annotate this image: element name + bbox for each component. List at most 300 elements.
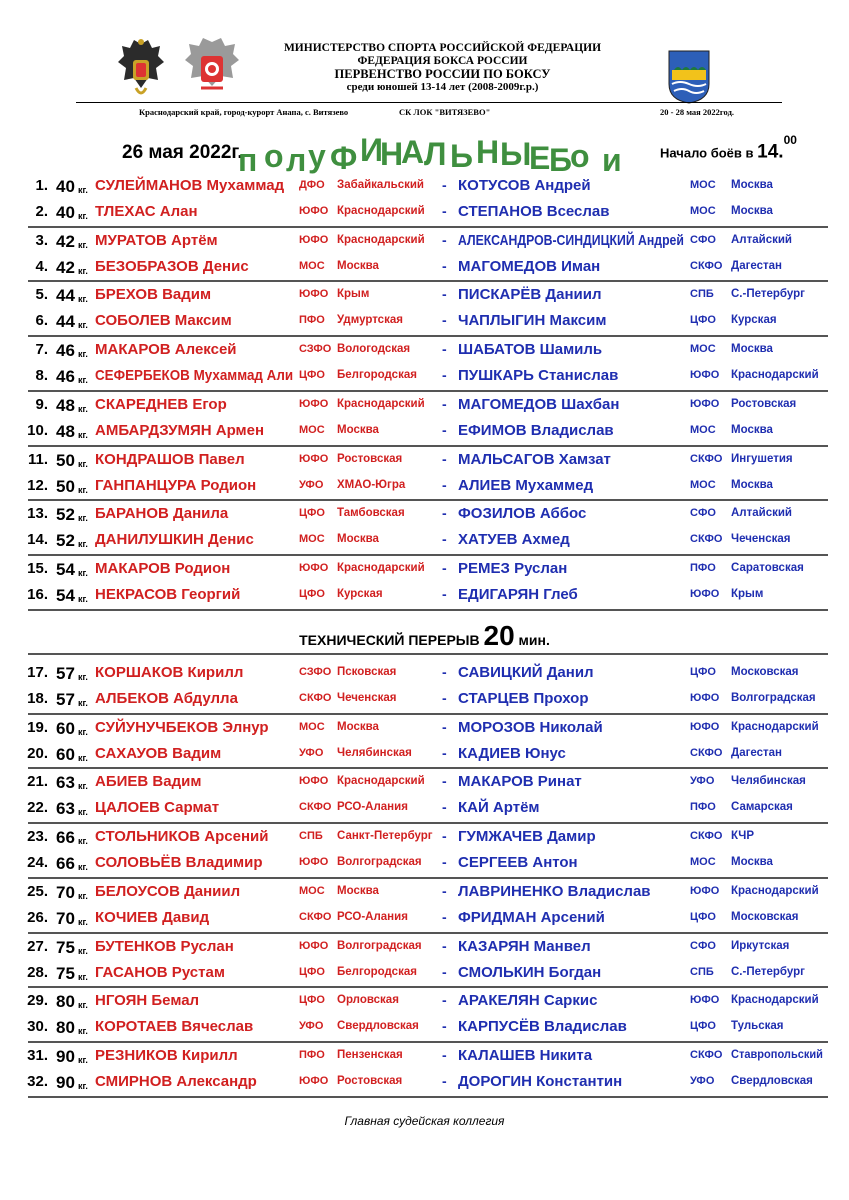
red-corner-region-text: Москва — [337, 260, 379, 272]
bout-number: 28. — [27, 964, 48, 981]
bout-number: 25. — [27, 883, 48, 900]
blue-corner-region-text: Чеченская — [731, 533, 791, 545]
bout-row — [0, 199, 849, 225]
blue-corner-region-text: Алтайский — [731, 234, 792, 246]
weight-class: 70 — [56, 883, 75, 902]
bout-row — [0, 363, 849, 389]
blue-corner-name — [458, 586, 578, 603]
weight-class: 50 — [56, 451, 75, 470]
weight-unit: кг. — [78, 807, 88, 817]
pair-divider — [28, 767, 828, 769]
red-corner-name — [95, 505, 228, 522]
red-corner-name-text: СОБОЛЕВ Максим — [95, 312, 232, 329]
blue-corner-region — [731, 911, 799, 923]
blue-corner-region — [731, 398, 796, 410]
versus-separator: - — [442, 560, 447, 576]
blue-corner-name — [458, 560, 567, 577]
blue-corner-region — [731, 179, 773, 191]
red-corner-name-text: СМИРНОВ Александр — [95, 1073, 257, 1090]
bout-row — [0, 1014, 849, 1040]
versus-separator: - — [442, 1047, 447, 1063]
red-corner-name — [95, 451, 245, 468]
red-corner-name — [95, 177, 284, 194]
red-corner-region-text: Москва — [337, 721, 379, 733]
red-corner-region-text: Москва — [337, 533, 379, 545]
red-corner-region-text: Краснодарский — [337, 205, 425, 217]
blue-corner-name-text: ДОРОГИН Константин — [458, 1073, 623, 1090]
blue-corner-region — [731, 588, 763, 600]
weight-unit: кг. — [78, 568, 88, 578]
weight-class: 80 — [56, 1018, 75, 1037]
bout-number: 2. — [35, 203, 48, 220]
red-corner-region — [337, 369, 417, 381]
red-corner-region — [337, 885, 379, 897]
weight-class: 40 — [56, 177, 75, 196]
pair-divider — [28, 226, 828, 228]
red-corner-name — [95, 883, 240, 900]
red-corner-name-text: НЕКРАСОВ Георгий — [95, 586, 241, 603]
blue-corner-region-text: С.-Петербург — [731, 966, 805, 978]
red-corner-name — [95, 1047, 238, 1064]
bout-row — [0, 1069, 849, 1095]
blue-corner-district: СКФО — [690, 747, 723, 759]
weight-class: 50 — [56, 477, 75, 496]
blue-corner-region-text: Саратовская — [731, 562, 804, 574]
bout-row — [0, 960, 849, 986]
red-corner-region — [337, 533, 379, 545]
weight-class: 48 — [56, 422, 75, 441]
blue-corner-district: ЦФО — [690, 1020, 716, 1032]
versus-separator: - — [442, 312, 447, 328]
red-corner-name-text: НГОЯН Бемал — [95, 992, 200, 1009]
blue-corner-name-text: ХАТУЕВ Ахмед — [458, 531, 570, 548]
red-corner-region-text: Вологодская — [337, 343, 411, 355]
red-corner-district: МОС — [299, 721, 325, 733]
blue-corner-name-text: КАЗАРЯН Манвел — [458, 938, 591, 955]
blue-corner-region-text: Ингушетия — [731, 453, 793, 465]
red-corner-name-text: КОРШАКОВ Кирилл — [95, 664, 244, 681]
weight-unit: кг. — [78, 946, 88, 956]
blue-corner-name — [458, 992, 597, 1009]
red-corner-name — [95, 909, 209, 926]
red-corner-name — [95, 964, 225, 981]
red-corner-name — [95, 531, 254, 548]
blue-corner-name — [458, 258, 600, 275]
weight-class: 60 — [56, 719, 75, 738]
versus-separator: - — [442, 828, 447, 844]
red-corner-name-text: АЛБЕКОВ Абдулла — [95, 690, 238, 707]
blue-corner-name — [458, 477, 593, 494]
red-corner-name-text: МУРАТОВ Артём — [95, 232, 218, 249]
red-corner-name — [95, 719, 269, 736]
bout-number: 12. — [27, 477, 48, 494]
red-corner-region-text: Псковская — [337, 666, 397, 678]
red-corner-district: ДФО — [299, 179, 325, 191]
stage-title-letter: п — [238, 142, 258, 178]
red-corner-region-text: Краснодарский — [337, 775, 425, 787]
stage-title-letter: и — [602, 142, 622, 178]
pair-divider — [28, 445, 828, 447]
stage-title-letter: Н — [476, 134, 500, 170]
red-corner-district: УФО — [299, 479, 324, 491]
red-corner-name-text: ЦАЛОЕВ Сармат — [95, 799, 220, 816]
stage-title-letter: Е — [529, 140, 551, 176]
weight-class: 46 — [56, 367, 75, 386]
red-corner-name-text: СУЙУНУЧБЕКОВ Элнур — [95, 719, 269, 736]
red-corner-region-text: Москва — [337, 424, 379, 436]
bout-number: 1. — [35, 177, 48, 194]
red-corner-name — [95, 367, 317, 384]
bout-row — [0, 418, 849, 444]
blue-corner-region — [731, 288, 805, 300]
pair-divider — [28, 280, 828, 282]
pair-divider — [28, 932, 828, 934]
red-corner-region — [337, 966, 417, 978]
blue-corner-district: ЮФО — [690, 588, 720, 600]
weight-unit: кг. — [78, 320, 88, 330]
red-corner-district: ЮФО — [299, 234, 329, 246]
red-corner-region-text: Волгоградская — [337, 940, 422, 952]
weight-unit: кг. — [78, 1000, 88, 1010]
red-corner-district: ЮФО — [299, 205, 329, 217]
bout-number: 24. — [27, 854, 48, 871]
bout-row — [0, 741, 849, 767]
red-corner-region — [337, 1075, 402, 1087]
blue-corner-region — [731, 234, 792, 246]
stage-title-letter: л — [286, 142, 307, 178]
blue-corner-region — [731, 801, 793, 813]
versus-separator: - — [442, 1073, 447, 1089]
pair-divider — [28, 499, 828, 501]
blue-corner-district: УФО — [690, 1075, 715, 1087]
blue-corner-district: МОС — [690, 424, 716, 436]
blue-corner-name-text: КАЙ Артём — [458, 799, 540, 816]
red-corner-name — [95, 799, 219, 816]
blue-corner-region-text: Краснодарский — [731, 369, 819, 381]
red-corner-name — [95, 992, 199, 1009]
bout-row — [0, 988, 849, 1014]
red-corner-region-text: РСО-Алания — [337, 911, 408, 923]
red-corner-region-text: Чеченская — [337, 692, 397, 704]
blue-corner-name — [458, 505, 586, 522]
blue-corner-name-text: КАДИЕВ Юнус — [458, 745, 566, 762]
red-corner-name-text: ТЛЕХАС Алан — [95, 203, 198, 220]
red-corner-region-text: Удмуртская — [337, 314, 403, 326]
weight-unit: кг. — [78, 485, 88, 495]
red-corner-name-text: КОЧИЕВ Давид — [95, 909, 210, 926]
versus-separator: - — [442, 203, 447, 219]
blue-corner-region — [731, 1020, 783, 1032]
blue-corner-region — [731, 1049, 827, 1061]
stage-title-letter: Л — [424, 136, 447, 172]
blue-corner-region — [731, 721, 819, 733]
blue-corner-region-text: Москва — [731, 856, 773, 868]
red-corner-region — [337, 588, 383, 600]
versus-separator: - — [442, 992, 447, 1008]
blue-corner-region — [731, 260, 782, 272]
red-corner-name — [95, 341, 237, 358]
blue-corner-name-text: МАЛЬСАГОВ Хамзат — [458, 451, 611, 468]
red-corner-name — [95, 477, 256, 494]
versus-separator: - — [442, 286, 447, 302]
red-corner-district: МОС — [299, 885, 325, 897]
red-corner-region — [337, 398, 425, 410]
blue-corner-region — [731, 885, 819, 897]
red-corner-name-text: ГАНПАНЦУРА Родион — [95, 477, 257, 494]
versus-separator: - — [442, 773, 447, 789]
red-corner-region — [337, 747, 412, 759]
blue-corner-name — [458, 367, 618, 384]
red-corner-district: СПБ — [299, 830, 323, 842]
versus-separator: - — [442, 664, 447, 680]
red-corner-name-text: МАКАРОВ Алексей — [95, 341, 237, 358]
versus-separator: - — [442, 505, 447, 521]
red-corner-name-text: КОНДРАШОВ Павел — [95, 451, 245, 468]
red-corner-name — [95, 286, 211, 303]
red-corner-district: СКФО — [299, 911, 332, 923]
red-corner-region-text: Краснодарский — [337, 562, 425, 574]
blue-corner-region — [731, 856, 773, 868]
blue-corner-name-text: ЕДИГАРЯН Глеб — [458, 586, 578, 603]
versus-separator: - — [442, 177, 447, 193]
start-time-label: Начало боёв в — [660, 145, 754, 161]
bout-number: 15. — [27, 560, 48, 577]
blue-corner-name — [458, 1047, 592, 1064]
red-corner-name — [95, 854, 263, 871]
weight-class: 44 — [56, 312, 75, 331]
weight-class: 54 — [56, 560, 75, 579]
weight-class: 70 — [56, 909, 75, 928]
bout-number: 32. — [27, 1073, 48, 1090]
red-corner-district: ЦФО — [299, 994, 325, 1006]
pair-divider — [28, 1096, 828, 1098]
blue-corner-name — [458, 341, 602, 358]
weight-unit: кг. — [78, 185, 88, 195]
blue-corner-district: МОС — [690, 856, 716, 868]
bout-row — [0, 447, 849, 473]
weight-class: 42 — [56, 258, 75, 277]
red-corner-name-text: РЕЗНИКОВ Кирилл — [95, 1047, 238, 1064]
blue-corner-name-text: ПИСКАРЁВ Даниил — [458, 286, 602, 303]
weight-class: 57 — [56, 690, 75, 709]
red-corner-district: СКФО — [299, 692, 332, 704]
versus-separator: - — [442, 745, 447, 761]
weight-class: 40 — [56, 203, 75, 222]
blue-corner-name — [458, 451, 611, 468]
red-corner-region — [337, 994, 399, 1006]
weight-class: 60 — [56, 745, 75, 764]
red-corner-name — [95, 773, 201, 790]
bout-row — [0, 934, 849, 960]
red-corner-name — [95, 690, 238, 707]
blue-corner-district: ЦФО — [690, 666, 716, 678]
bout-row — [0, 686, 849, 712]
versus-separator: - — [442, 854, 447, 870]
versus-separator: - — [442, 964, 447, 980]
blue-corner-region-text: Дагестан — [731, 260, 782, 272]
bout-number: 3. — [35, 232, 48, 249]
bout-row — [0, 582, 849, 608]
red-corner-name-text: КОРОТАЕВ Вячеслав — [95, 1018, 254, 1035]
blue-corner-region-text: Москва — [731, 479, 773, 491]
blue-corner-district: СФО — [690, 507, 716, 519]
red-corner-region-text: Волгоградская — [337, 856, 422, 868]
red-corner-name-text: ДАНИЛУШКИН Денис — [95, 531, 254, 548]
blue-corner-name — [458, 745, 566, 762]
red-corner-region-text: Санкт-Петербург — [337, 830, 433, 842]
blue-corner-region-text: Краснодарский — [731, 721, 819, 733]
bout-row — [0, 282, 849, 308]
blue-corner-name — [458, 177, 591, 194]
weight-class: 52 — [56, 531, 75, 550]
weight-unit: кг. — [78, 404, 88, 414]
bout-row — [0, 527, 849, 553]
red-corner-region — [337, 288, 369, 300]
blue-corner-name-text: МАГОМЕДОВ Иман — [458, 258, 601, 275]
bout-number: 29. — [27, 992, 48, 1009]
bout-row — [0, 769, 849, 795]
red-corner-district: ЮФО — [299, 398, 329, 410]
red-corner-region — [337, 234, 425, 246]
blue-corner-region — [731, 562, 804, 574]
red-corner-region — [337, 801, 408, 813]
blue-corner-name-text: РЕМЕЗ Руслан — [458, 560, 568, 577]
footer-signature: Главная судейская коллегия — [344, 1114, 505, 1128]
pair-divider — [28, 877, 828, 879]
red-corner-name-text: СОЛОВЬЁВ Владимир — [95, 854, 263, 871]
versus-separator: - — [442, 690, 447, 706]
blue-corner-region — [731, 940, 789, 952]
weight-unit: кг. — [78, 753, 88, 763]
blue-corner-region-text: Курская — [731, 314, 777, 326]
header — [0, 38, 849, 100]
blue-corner-region-text: Алтайский — [731, 507, 792, 519]
blue-corner-region — [731, 666, 799, 678]
blue-corner-name-text: СТЕПАНОВ Всеслав — [458, 203, 610, 220]
blue-corner-region-text: Ставропольский — [731, 1049, 823, 1061]
pair-divider — [28, 653, 828, 655]
blue-corner-district: ЦФО — [690, 911, 716, 923]
red-corner-region-text: РСО-Алания — [337, 801, 408, 813]
blue-corner-district: СПБ — [690, 288, 714, 300]
blue-corner-name-text: ПУШКАРЬ Станислав — [458, 367, 619, 384]
bout-row — [0, 501, 849, 527]
red-corner-region — [337, 911, 408, 923]
red-corner-name — [95, 586, 240, 603]
blue-corner-region — [731, 775, 806, 787]
blue-corner-name — [458, 909, 605, 926]
blue-corner-region — [731, 314, 777, 326]
blue-corner-district: СФО — [690, 234, 716, 246]
blue-corner-district: СКФО — [690, 830, 723, 842]
weight-unit: кг. — [78, 972, 88, 982]
weight-unit: кг. — [78, 266, 88, 276]
weight-class: 63 — [56, 773, 75, 792]
weight-class: 90 — [56, 1047, 75, 1066]
blue-corner-region-text: Ростовская — [731, 398, 797, 410]
pair-divider — [28, 713, 828, 715]
blue-corner-region-text: Крым — [731, 588, 764, 600]
versus-separator: - — [442, 367, 447, 383]
weight-unit: кг. — [78, 727, 88, 737]
versus-separator: - — [442, 258, 447, 274]
red-corner-name-text: АБИЕВ Вадим — [95, 773, 202, 790]
red-corner-region-text: Краснодарский — [337, 234, 425, 246]
weight-class: 44 — [56, 286, 75, 305]
ministry-title: МИНИСТЕРСТВО СПОРТА РОССИЙСКОЙ ФЕДЕРАЦИИ — [283, 42, 602, 54]
bout-row — [0, 795, 849, 821]
red-corner-name-text: БЕЛОУСОВ Даниил — [95, 883, 241, 900]
blue-corner-name — [458, 719, 603, 736]
pair-divider — [28, 390, 828, 392]
red-corner-region — [337, 830, 433, 842]
versus-separator: - — [442, 451, 447, 467]
red-corner-name-text: МАКАРОВ Родион — [95, 560, 231, 577]
venue-complex: СК ЛОК "ВИТЯЗЕВО" — [399, 107, 491, 117]
blue-corner-region-text: Краснодарский — [731, 885, 819, 897]
blue-corner-region-text: Москва — [731, 179, 773, 191]
blue-corner-district: УФО — [690, 775, 715, 787]
blue-corner-district: ПФО — [690, 801, 716, 813]
red-corner-region-text: Крым — [337, 288, 370, 300]
blue-corner-region-text: Челябинская — [731, 775, 806, 787]
stage-title-letter: Б — [549, 142, 572, 178]
bout-row — [0, 254, 849, 280]
blue-corner-region-text: Дагестан — [731, 747, 782, 759]
blue-corner-name-text: ЧАПЛЫГИН Максим — [458, 312, 607, 329]
bout-row — [0, 556, 849, 582]
red-corner-name — [95, 745, 221, 762]
blue-corner-region-text: Иркутская — [731, 940, 790, 952]
red-corner-district: ЮФО — [299, 453, 329, 465]
bout-number: 6. — [35, 312, 48, 329]
red-corner-region-text: Ростовская — [337, 453, 403, 465]
stage-title-letter: Ф — [330, 140, 358, 176]
red-corner-region-text: Курская — [337, 588, 383, 600]
ministry-emblem-icon — [116, 38, 166, 100]
stage-title-letter: Ы — [500, 136, 532, 172]
break-label: ТЕХНИЧЕСКИЙ ПЕРЕРЫВ — [299, 632, 480, 648]
blue-corner-district: МОС — [690, 343, 716, 355]
red-corner-region — [337, 314, 403, 326]
weight-class: 75 — [56, 938, 75, 957]
weight-unit: кг. — [78, 539, 88, 549]
versus-separator: - — [442, 477, 447, 493]
blue-corner-name-text: САВИЦКИЙ Данил — [458, 664, 594, 681]
blue-corner-district: ЦФО — [690, 314, 716, 326]
pair-divider — [28, 609, 828, 611]
blue-corner-name-text: КОТУСОВ Андрей — [458, 177, 591, 194]
stage-title-letter: о — [570, 138, 590, 174]
red-corner-district: ЮФО — [299, 288, 329, 300]
weight-unit: кг. — [78, 1055, 88, 1065]
blue-corner-name — [458, 964, 601, 981]
blue-corner-district: СКФО — [690, 533, 723, 545]
red-corner-region-text: Забайкальский — [337, 179, 424, 191]
bout-number: 31. — [27, 1047, 48, 1064]
versus-separator: - — [442, 883, 447, 899]
blue-corner-region — [731, 533, 790, 545]
bout-number: 21. — [27, 773, 48, 790]
weight-unit: кг. — [78, 672, 88, 682]
blue-corner-region-text: Москва — [731, 424, 773, 436]
stage-title-letter: И — [360, 132, 383, 168]
weight-class: 75 — [56, 964, 75, 983]
blue-corner-region — [731, 369, 819, 381]
bout-number: 10. — [27, 422, 48, 439]
red-corner-name-text: ГАСАНОВ Рустам — [95, 964, 225, 981]
red-corner-region — [337, 424, 379, 436]
